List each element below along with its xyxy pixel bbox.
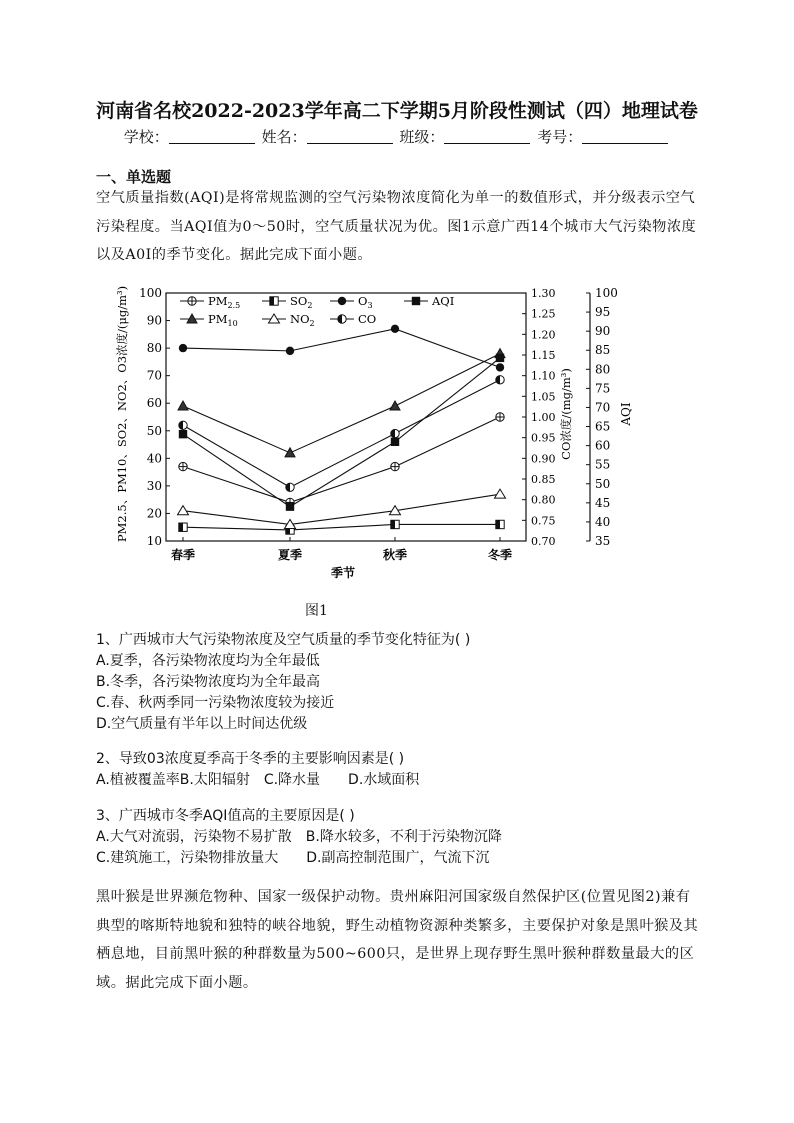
- aqi-marker: [412, 297, 420, 305]
- aqi-tick-label: 60: [595, 438, 611, 453]
- o3-marker-dot: [496, 363, 504, 371]
- school-label: 学校：: [123, 128, 169, 146]
- aqi-tick-label: 80: [595, 362, 611, 377]
- name-label: 姓名：: [261, 128, 307, 146]
- legend-label-no2-main: NO: [290, 312, 310, 326]
- left-tick-label: 90: [146, 313, 162, 328]
- pm25-marker: [391, 462, 399, 470]
- o3-marker: [496, 363, 504, 371]
- pm10-marker: [390, 401, 400, 410]
- left-tick-label: 60: [146, 396, 162, 411]
- aqi-tick-label: 85: [595, 343, 611, 358]
- legend-entry-co: [330, 312, 376, 326]
- aqi-marker: [496, 354, 504, 362]
- co-tick-label: 1.05: [531, 390, 556, 404]
- legend-entry-so2: [262, 294, 312, 310]
- question-3-stem: 3、广西城市冬季AQI值高的主要原因是( ): [96, 808, 355, 824]
- no2-marker-triangle: [178, 506, 189, 515]
- so2-marker: [496, 520, 504, 528]
- so2-marker-half: [270, 297, 274, 305]
- so2-marker: [391, 520, 399, 528]
- co-marker: [179, 421, 187, 429]
- no2-line: [183, 494, 500, 524]
- question-1-option-d: D.空气质量有半年以上时间达优级: [96, 716, 308, 732]
- legend-label-so2: [290, 294, 312, 310]
- o3-marker-dot: [338, 297, 346, 305]
- no2-marker: [495, 489, 506, 498]
- aqi-tick-label: 50: [595, 476, 611, 491]
- o3-marker: [391, 325, 399, 333]
- so2-marker-half: [391, 520, 395, 528]
- x-tick-label: 秋季: [382, 548, 408, 562]
- question-2-options: A.植被覆盖率B.太阳辐射 C.降水量 D.水域面积: [96, 772, 420, 788]
- left-tick-label: 100: [139, 286, 162, 300]
- x-tick-label: 春季: [170, 548, 196, 562]
- left-tick-label: 50: [146, 423, 162, 438]
- co-tick-label: 0.70: [531, 535, 556, 548]
- pm10-marker: [285, 448, 295, 457]
- co-tick-label: 0.80: [531, 493, 556, 507]
- section-heading: 一、单选题: [96, 168, 172, 186]
- legend-entry-no2: [262, 312, 315, 328]
- figure-caption: 图1: [305, 603, 328, 619]
- aqi-tick-label: 100: [595, 286, 618, 300]
- co-tick-label: 1.00: [531, 411, 556, 424]
- legend-label-co-main: CO: [358, 312, 377, 326]
- co-tick-label: 1.15: [531, 349, 556, 362]
- legend-label-pm10-sub: 10: [227, 319, 238, 328]
- co-tick-label: 0.95: [531, 431, 556, 445]
- pm25-marker: [188, 297, 196, 305]
- question-1-option-c: C.春、秋两季同一污染物浓度较为接近: [96, 695, 335, 711]
- co-marker: [286, 483, 294, 491]
- co-tick-label: 0.85: [531, 473, 556, 486]
- aqi-axis-title: AQI: [619, 402, 633, 426]
- legend-label-pm10: [208, 312, 238, 328]
- aqi-marker-square: [412, 297, 420, 305]
- legend-label-so2-main: SO: [290, 294, 308, 308]
- aqi-tick-label: 45: [595, 495, 611, 510]
- aqi-marker-square: [391, 438, 399, 446]
- legend-label-o3: [358, 294, 373, 310]
- no2-marker: [178, 506, 189, 515]
- x-tick-label: 冬季: [487, 548, 513, 562]
- legend-entry-aqi: [404, 294, 454, 308]
- legend-label-aqi: [431, 294, 454, 308]
- co-tick-label: 1.10: [531, 369, 556, 383]
- so2-marker: [270, 297, 278, 305]
- exam-number-label: 考号：: [537, 128, 583, 146]
- question-2-stem: 2、导致03浓度夏季高于冬季的主要影响因素是( ): [96, 751, 405, 767]
- co-marker: [338, 315, 346, 323]
- legend-label-no2-sub: 2: [309, 319, 315, 328]
- o3-marker-dot: [391, 325, 399, 333]
- co-tick-label: 1.30: [531, 287, 556, 300]
- left-tick-label: 80: [146, 341, 162, 356]
- question-1-option-b: B.冬季，各污染物浓度均为全年最高: [96, 674, 321, 690]
- co-marker: [496, 376, 504, 384]
- question-1-option-a: A.夏季，各污染物浓度均为全年最低: [96, 653, 320, 669]
- left-tick-label: 70: [146, 368, 162, 383]
- left-tick-label: 40: [146, 451, 162, 466]
- so2-marker-half: [496, 520, 500, 528]
- aqi-tick-label: 35: [595, 534, 611, 548]
- o3-line: [183, 329, 500, 368]
- legend-entry-pm10: [180, 312, 238, 328]
- page-title: 河南省名校2022-2023学年高二下学期5月阶段性测试（四）地理试卷: [96, 100, 698, 122]
- legend-entry-o3: [330, 294, 373, 310]
- pm10-marker-triangle: [390, 401, 400, 410]
- pm10-marker-triangle: [285, 448, 295, 457]
- aqi-tick-label: 40: [595, 514, 611, 529]
- co-tick-label: 0.75: [531, 514, 556, 528]
- so2-line: [183, 524, 500, 530]
- o3-marker: [338, 297, 346, 305]
- aqi-tick-label: 70: [595, 400, 611, 415]
- pm10-marker: [178, 401, 188, 410]
- left-tick-label: 30: [146, 478, 162, 493]
- o3-marker: [179, 344, 187, 352]
- aqi-tick-label: 65: [595, 419, 611, 434]
- x-axis-title: 季节: [330, 566, 356, 580]
- x-tick-label: 夏季: [277, 548, 303, 562]
- so2-marker-half: [179, 523, 183, 531]
- pm10-line: [183, 354, 500, 453]
- legend-label-so2-sub: 2: [307, 301, 313, 310]
- question-3: [96, 806, 716, 869]
- passage-black-leaf-monkey: 黑叶猴是世界濒危物种、国家一级保护动物。贵州麻阳河国家级自然保护区(位置见图2)兼有典型的喀斯特地貌和独特的峡谷地貌，野生动植物资源种类繁多，主要保护对象是黑叶猴及其栖息地，目前黑叶猴的种群数量为500~600只，是世界上现存野生黑叶猴种群数量最大的区域。据此完成下面小题。: [96, 889, 699, 991]
- co-tick-label: 0.90: [531, 452, 556, 466]
- legend-entry-pm25: [180, 294, 240, 310]
- aqi-tick-label: 95: [595, 305, 611, 320]
- aqi-tick-label: 55: [595, 457, 611, 472]
- so2-marker: [179, 523, 187, 531]
- left-tick-label: 20: [146, 506, 162, 521]
- class-label: 班级：: [399, 128, 445, 146]
- o3-marker-dot: [286, 347, 294, 355]
- pm10-marker-triangle: [178, 401, 188, 410]
- legend-label-aqi-main: AQI: [432, 294, 455, 308]
- o3-marker-dot: [179, 344, 187, 352]
- aqi-marker-square: [286, 502, 294, 510]
- aqi-tick-label: 75: [595, 381, 611, 396]
- legend-label-pm25-main: PM: [208, 294, 228, 308]
- pm25-marker: [179, 462, 187, 470]
- aqi-marker: [179, 430, 187, 438]
- passage-aqi: 空气质量指数(AQI)是将常规监测的空气污染物浓度简化为单一的数值形式，并分级表示空气污染程度。当AQI值为0～50时，空气质量状况为优。图1示意广西14个城市大气污染物浓度以及A0I的季节变化。据此完成下面小题。: [96, 190, 697, 263]
- question-3-options-ab: A.大气对流弱，污染物不易扩散 B.降水较多，不利于污染物沉降: [96, 829, 502, 845]
- co-tick-label: 1.25: [531, 307, 556, 321]
- co-axis-title: CO浓度/(mg/m³): [559, 368, 573, 460]
- question-2: [96, 749, 716, 791]
- left-tick-label: 10: [146, 534, 162, 548]
- pm25-marker: [496, 413, 504, 421]
- legend-label-pm10-main: PM: [208, 312, 228, 326]
- aqi-marker-square: [496, 354, 504, 362]
- aqi-marker: [286, 502, 294, 510]
- legend-label-pm25-sub: 2.5: [227, 301, 241, 310]
- legend-label-pm25: [208, 294, 240, 310]
- question-1: [96, 630, 716, 735]
- o3-marker: [286, 347, 294, 355]
- co-marker: [391, 429, 399, 437]
- left-axis-title: PM2.5、PM10、SO2、NO2、O3浓度/(μg/m³): [115, 285, 129, 543]
- legend-label-o3-main: O: [358, 294, 368, 308]
- question-1-stem: 1、广西城市大气污染物浓度及空气质量的季节变化特征为( ): [96, 632, 471, 648]
- question-3-options-cd: C.建筑施工，污染物排放量大 D.副高控制范围广，气流下沉: [96, 850, 490, 866]
- co-tick-label: 1.20: [531, 328, 556, 342]
- aqi-tick-label: 90: [595, 324, 611, 339]
- legend-label-no2: [290, 312, 315, 328]
- plot-frame: [166, 293, 526, 541]
- no2-marker-triangle: [495, 489, 506, 498]
- legend-label-co: [358, 312, 376, 326]
- aqi-marker-square: [179, 430, 187, 438]
- aqi-marker: [391, 438, 399, 446]
- legend-label-o3-sub: 3: [367, 301, 373, 310]
